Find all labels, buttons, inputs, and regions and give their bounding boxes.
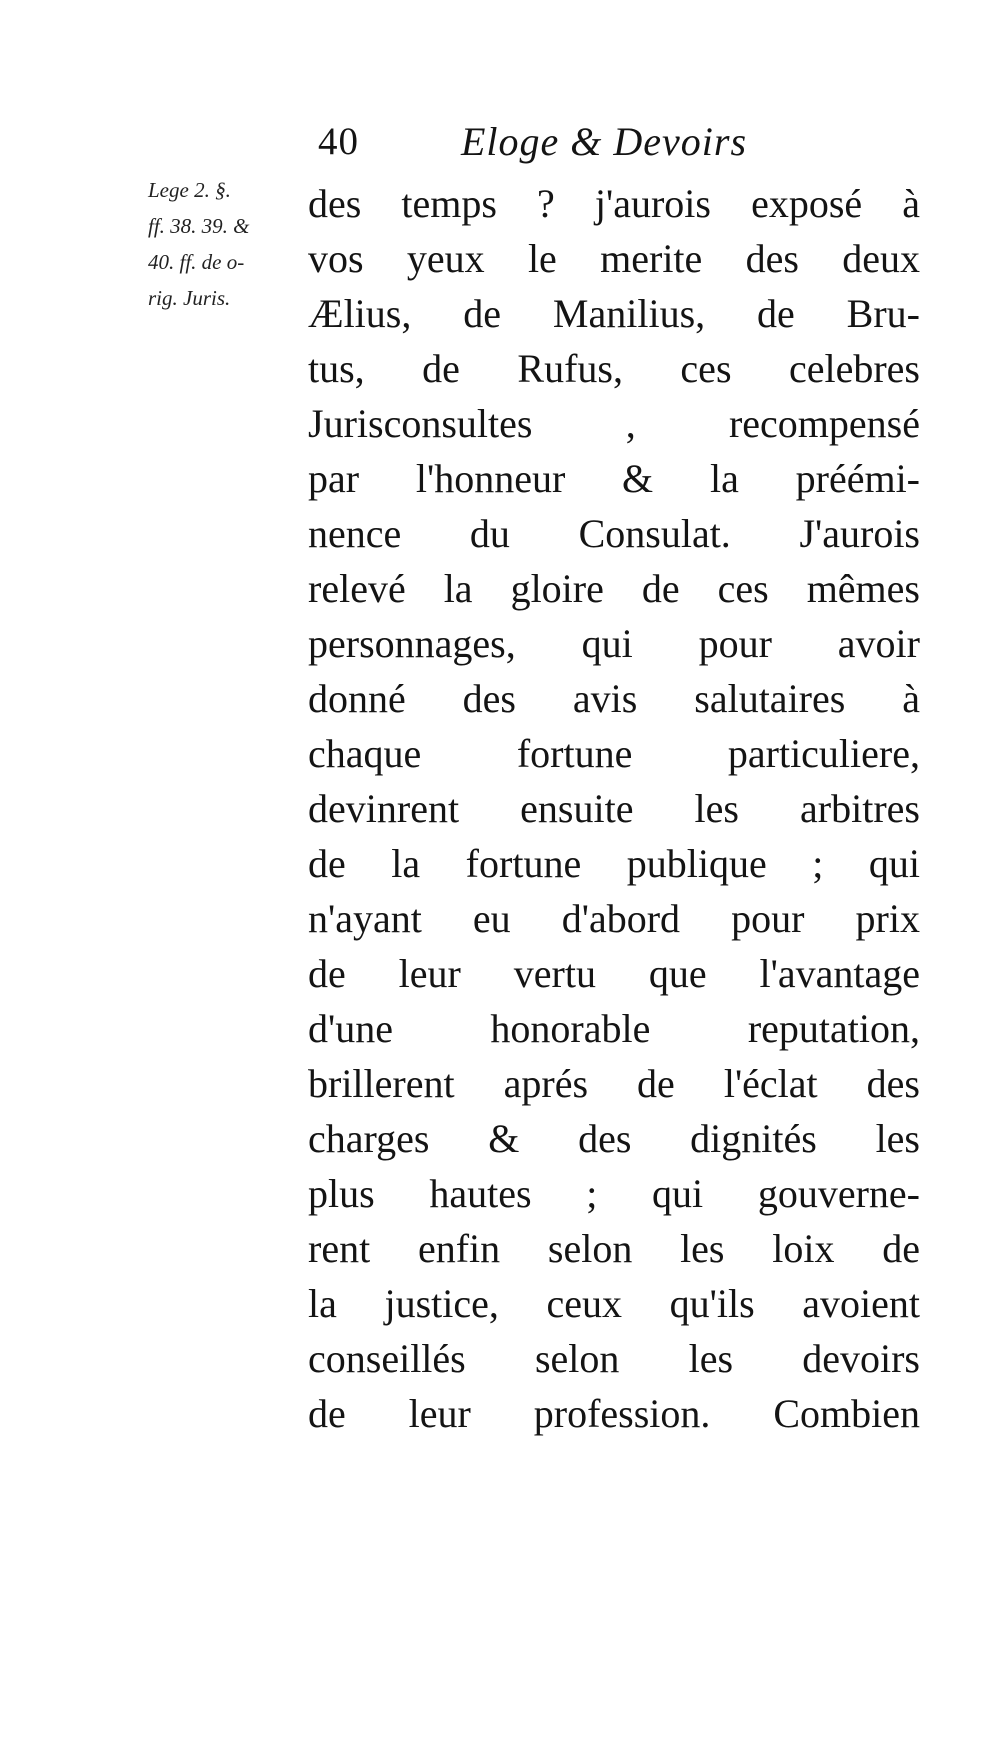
text-line: relevé la gloire de ces mêmes bbox=[308, 566, 920, 611]
margin-note-line: ff. 38. 39. & bbox=[148, 214, 250, 238]
body-text bbox=[308, 176, 920, 1441]
text-line: n'ayant eu d'abord pour prix bbox=[308, 896, 920, 941]
text-line: par l'honneur & la préémi- bbox=[308, 456, 920, 501]
text-line: conseillés selon les devoirs bbox=[308, 1336, 920, 1381]
text-line: Ælius, de Manilius, de Bru- bbox=[308, 291, 920, 336]
margin-note-line: Lege 2. §. bbox=[148, 178, 231, 202]
margin-note-line: 40. ff. de o- bbox=[148, 250, 245, 274]
text-line: la justice, ceux qu'ils avoient bbox=[308, 1281, 920, 1326]
text-line: chaque fortune particuliere, bbox=[308, 731, 920, 776]
text-line: vos yeux le merite des deux bbox=[308, 236, 920, 281]
text-line: brillerent aprés de l'éclat des bbox=[308, 1061, 920, 1106]
text-line: devinrent ensuite les arbitres bbox=[308, 786, 920, 831]
text-line: tus, de Rufus, ces celebres bbox=[308, 346, 920, 391]
text-line: d'une honorable reputation, bbox=[308, 1006, 920, 1051]
text-line: donné des avis salutaires à bbox=[308, 676, 920, 721]
text-line: des temps ? j'aurois exposé à bbox=[308, 181, 920, 226]
running-head bbox=[318, 118, 838, 166]
text-line: nence du Consulat. J'aurois bbox=[308, 511, 920, 556]
text-line: personnages, qui pour avoir bbox=[308, 621, 920, 666]
text-line: plus hautes ; qui gouverne- bbox=[308, 1171, 920, 1216]
running-title: Eloge & Devoirs bbox=[461, 119, 748, 164]
margin-citation-note bbox=[148, 172, 298, 316]
margin-note-line: rig. Juris. bbox=[148, 286, 231, 310]
text-line: de leur vertu que l'avantage bbox=[308, 951, 920, 996]
text-line: Jurisconsultes , recompensé bbox=[308, 401, 920, 446]
page-number: 40 bbox=[318, 120, 359, 163]
text-line: de leur profession. Combien bbox=[308, 1391, 920, 1436]
text-line: rent enfin selon les loix de bbox=[308, 1226, 920, 1271]
text-line: charges & des dignités les bbox=[308, 1116, 920, 1161]
text-line: de la fortune publique ; qui bbox=[308, 841, 920, 886]
